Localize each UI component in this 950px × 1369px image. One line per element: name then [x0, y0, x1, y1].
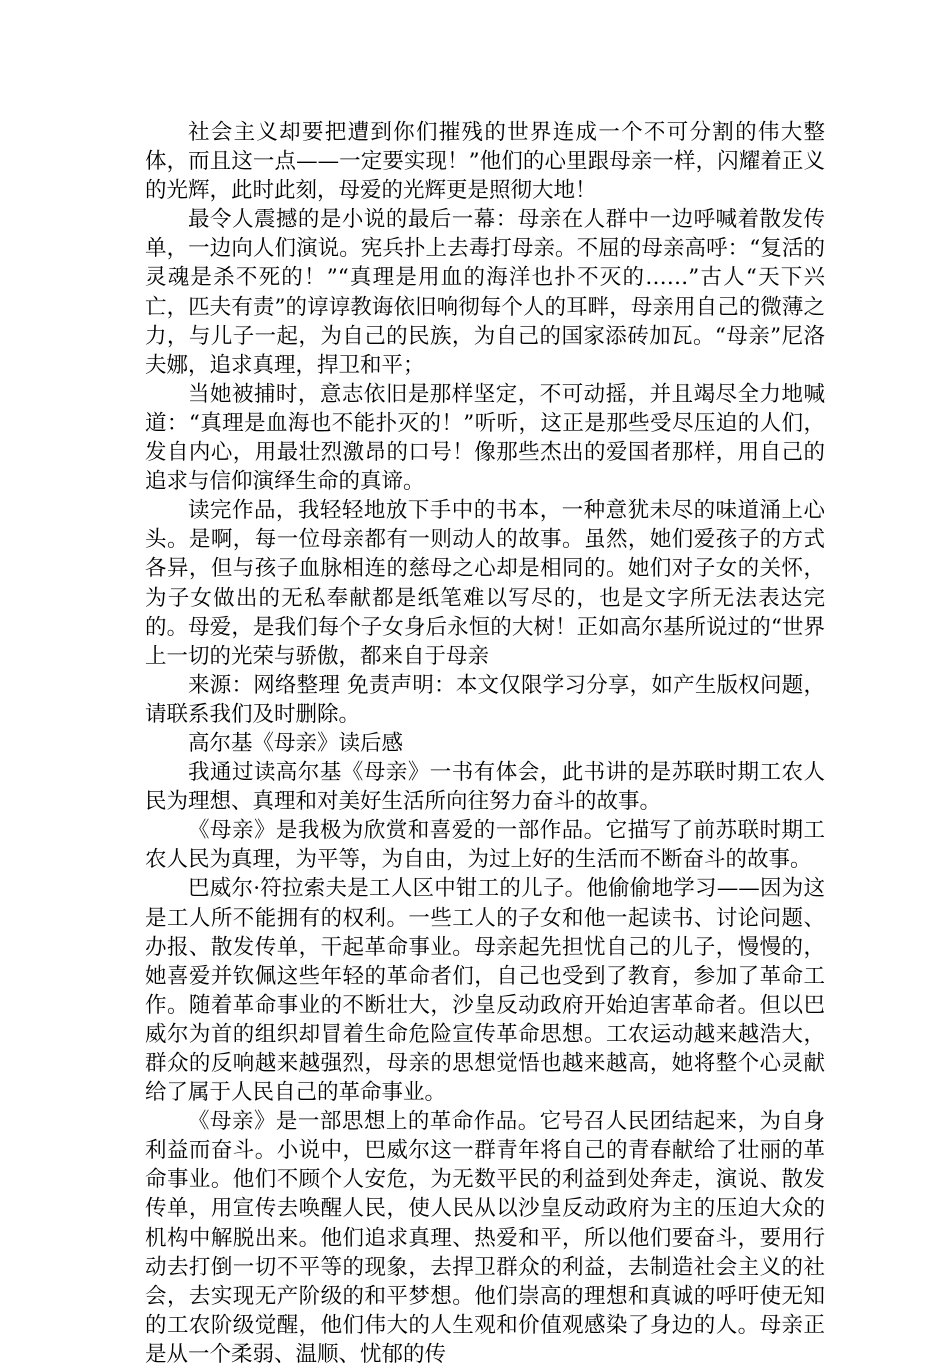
article-paragraph: 《母亲》是一部思想上的革命作品。它号召人民团结起来，为自身利益而奋斗。小说中，巴威尔这一群青年将自己的青春献给了壮丽的革命事业。他们不顾个人安危，为无数平民的利益到处奔走，演说、散发传单，用宣传去唤醒人民，使人民从以沙皇反动政府为主的压迫大众的机构中解脱出来。他们追求真理、热爱和平，所以他们要奋斗，要用行动去打倒一切不平等的现象，去捍卫群众的利益，去制造社会主义的社会，去实现无产阶级的和平梦想。他们崇高的理想和真诚的呼吁使无知的工农阶级觉醒，他们伟大的人生观和价值观感染了身边的人。母亲正是从一个柔弱、温顺、忧郁的传 — [145, 1109, 825, 1367]
article-paragraph: 我通过读高尔基《母亲》一书有体会，此书讲的是苏联时期工农人民为理想、真理和对美好生活所向往努力奋斗的故事。 — [145, 760, 825, 815]
article-paragraph: 《母亲》是我极为欣赏和喜爱的一部作品。它描写了前苏联时期工农人民为真理，为平等，为自由，为过上好的生活而不断奋斗的故事。 — [145, 818, 825, 873]
body-paragraph: 最令人震撼的是小说的最后一幕：母亲在人群中一边呼喊着散发传单，一边向人们演说。宪兵扑上去毒打母亲。不屈的母亲高呼：“复活的灵魂是杀不死的！”“真理是用血的海洋也扑不灭的……”古人“天下兴亡，匹夫有责”的谆谆教诲依旧响彻每个人的耳畔，母亲用自己的微薄之力，与儿子一起，为自己的民族，为自己的国家添砖加瓦。“母亲”尼洛夫娜，追求真理，捍卫和平； — [145, 207, 825, 378]
body-paragraph: 社会主义却要把遭到你们摧残的世界连成一个不可分割的伟大整体，而且这一点——一定要实现！”他们的心里跟母亲一样，闪耀着正义的光辉，此时此刻，母爱的光辉更是照彻大地！ — [145, 120, 825, 204]
article-paragraph: 巴威尔·符拉索夫是工人区中钳工的儿子。他偷偷地学习——因为这是工人所不能拥有的权利。一些工人的子女和他一起读书、讨论问题、办报、散发传单，干起革命事业。母亲起先担忧自己的儿子，慢慢的，她喜爱并钦佩这些年轻的革命者们，自己也受到了教育，参加了革命工作。随着革命事业的不断壮大，沙皇反动政府开始迫害革命者。但以巴威尔为首的组织却冒着生命危险宣传革命思想。工农运动越来越浩大，群众的反响越来越强烈，母亲的思想觉悟也越来越高，她将整个心灵献给了属于人民自己的革命事业。 — [145, 876, 825, 1106]
disclaimer-text: 来源：网络整理 免责声明：本文仅限学习分享，如产生版权问题，请联系我们及时删除。 — [145, 672, 825, 727]
document-body — [145, 118, 825, 1369]
body-paragraph: 读完作品，我轻轻地放下手中的书本，一种意犹未尽的味道涌上心头。是啊，每一位母亲都有一则动人的故事。虽然，她们爱孩子的方式各异，但与孩子血脉相连的慈母之心却是相同的。她们对子女的关怀，为子女做出的无私奉献都是纸笔难以写尽的，也是文字所无法表达完的。母爱，是我们每个子女身后永恒的大树！正如高尔基所说过的“世界上一切的光荣与骄傲，都来自于母亲 — [145, 498, 825, 669]
body-paragraph: 当她被捕时，意志依旧是那样坚定，不可动摇，并且竭尽全力地喊道：“真理是血海也不能扑灭的！”听听，这正是那些受尽压迫的人们，发自内心，用最壮烈激昂的口号！像那些杰出的爱国者那样，用自己的追求与信仰演绎生命的真谛。 — [145, 381, 825, 495]
article-title: 高尔基《母亲》读后感 — [188, 730, 404, 756]
